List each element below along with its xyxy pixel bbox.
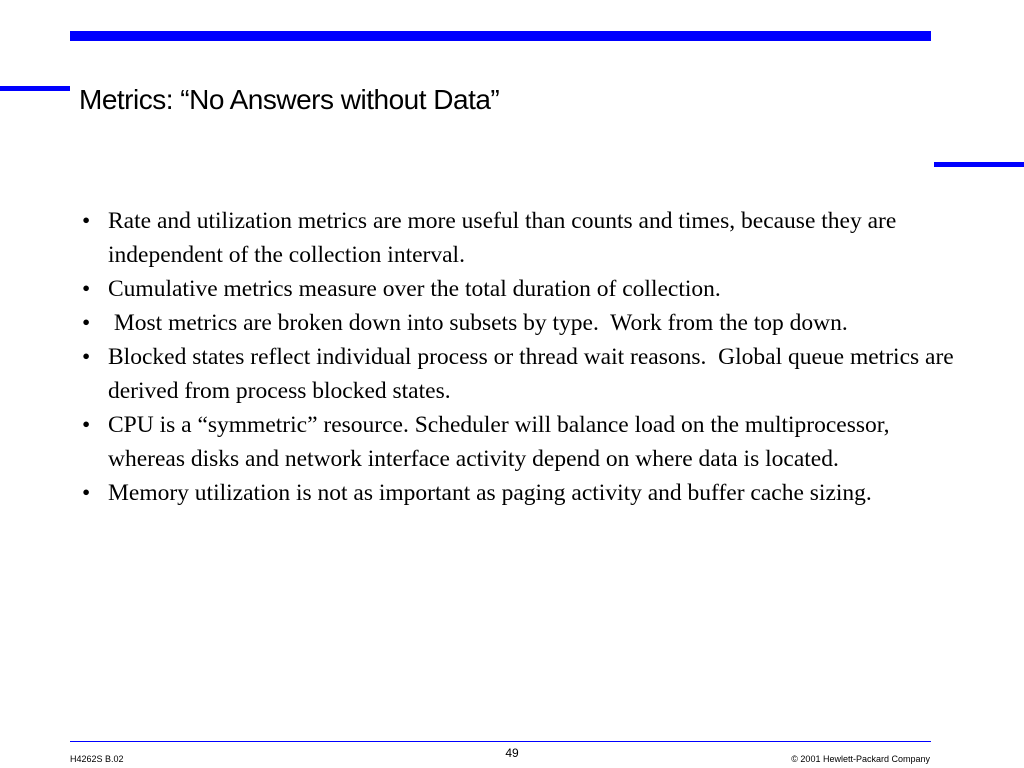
bullet-list	[82, 204, 962, 510]
bullet-marker: •	[82, 208, 91, 234]
bullet-marker: •	[82, 344, 91, 370]
footer-divider	[70, 741, 931, 742]
bullet-text: CPU is a “symmetric” resource. Scheduler will balance load on the multiprocessor, whereas disks and network interface activity depend on where data is located.	[108, 412, 890, 472]
bullet-text: Rate and utilization metrics are more useful than counts and times, because they are independent of the collection interval.	[108, 208, 897, 268]
bullet-text: Most metrics are broken down into subsets by type. Work from the top down.	[108, 310, 848, 336]
left-accent-bar	[0, 86, 70, 91]
bullet-item	[82, 272, 962, 306]
footer-course-code: H4262S B.02	[70, 754, 124, 764]
bullet-item	[82, 408, 962, 476]
bullet-item	[82, 340, 962, 408]
bullet-item	[82, 204, 962, 272]
bullet-item	[82, 306, 962, 340]
bullet-marker: •	[82, 412, 91, 438]
bullet-text: Memory utilization is not as important as paging activity and buffer cache sizing.	[108, 480, 872, 506]
bullet-text: Blocked states reflect individual process or thread wait reasons. Global queue metrics are derived from process blocked states.	[108, 344, 960, 404]
bullet-marker: •	[82, 276, 91, 302]
slide-title: Metrics: “No Answers without Data”	[79, 84, 500, 115]
footer-page-number: 49	[505, 746, 519, 760]
right-accent-bar	[934, 162, 1024, 167]
top-accent-bar	[70, 31, 931, 41]
footer-copyright: © 2001 Hewlett-Packard Company	[791, 754, 930, 764]
bullet-text: Cumulative metrics measure over the total duration of collection.	[108, 276, 721, 302]
bullet-marker: •	[82, 310, 91, 336]
bullet-item	[82, 476, 962, 510]
bullet-marker: •	[82, 480, 91, 506]
